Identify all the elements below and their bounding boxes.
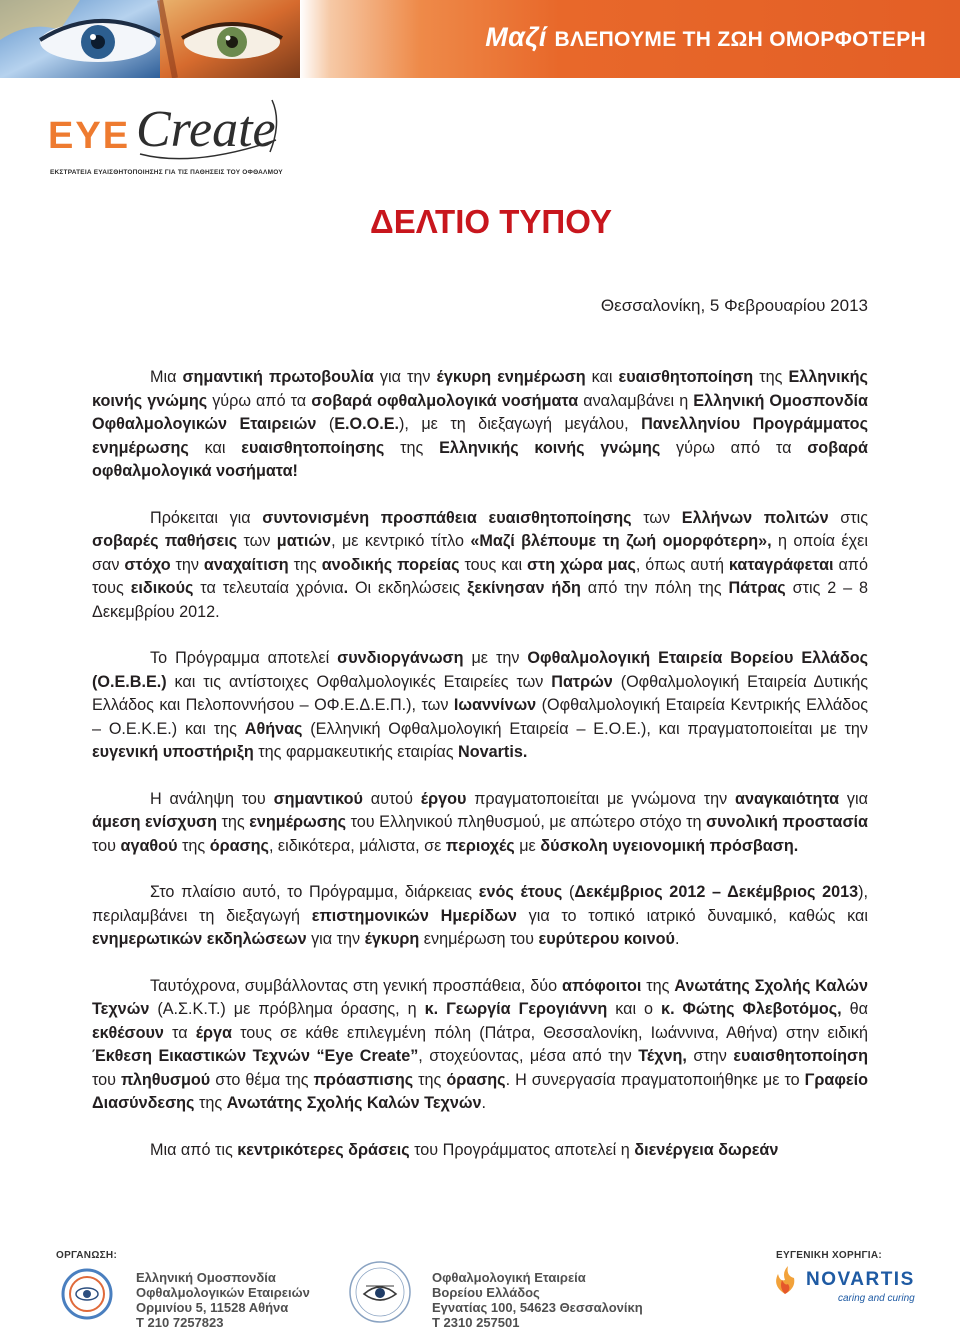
paragraph xyxy=(92,881,868,952)
text-run: ( xyxy=(316,415,335,433)
text-run: της xyxy=(641,976,675,995)
text-run: για xyxy=(839,789,868,808)
bold-text-run: συντονισμένη προσπάθεια ευαισθητοποίησης xyxy=(262,508,632,527)
text-run: ενημέρωση του xyxy=(419,930,539,948)
text-run: αυτού xyxy=(362,789,421,808)
bold-text-run: ευγενική υποστήριξη xyxy=(92,743,254,761)
text-run: στο θέμα της xyxy=(210,1070,314,1089)
text-run: για την xyxy=(306,930,365,948)
bold-text-run: συνδιοργάνωση xyxy=(337,649,464,667)
org2-phone: T 2310 257501 xyxy=(432,1315,520,1330)
bold-text-run: επιστημονικών Ημερίδων xyxy=(311,906,517,925)
bold-text-run: ματιών xyxy=(276,532,332,550)
bold-text-run: Οφθαλμολογική Εταιρεία Βορείου Ελλάδος (Ο.Ε.Β.Ε.) xyxy=(92,649,869,691)
bold-text-run: Ελλήνων πολιτών xyxy=(681,508,829,527)
bold-text-run: δύσκολη υγειονομική πρόσβαση. xyxy=(540,836,799,855)
date-line: Θεσσαλονίκη, 5 Φεβρουαρίου 2013 xyxy=(600,296,868,315)
bold-text-run: ξεκίνησαν ήδη xyxy=(467,579,581,597)
text-run: , ειδικότερα, μάλιστα, σε xyxy=(268,836,446,855)
text-run: (Οφθαλμολογική Εταιρεία Κεντρικής Ελλάδος – Ο.Ε.Κ.Ε.) και της xyxy=(92,696,868,738)
bold-text-run: έργα xyxy=(195,1023,232,1042)
text-run: από τους xyxy=(92,555,868,597)
bold-text-run: αναγκαιότητα xyxy=(735,789,840,808)
text-run: της xyxy=(384,438,440,457)
bold-text-run: σοβαρά οφθαλμολογικά νοσήματα! xyxy=(92,438,868,480)
eye-create-logo xyxy=(44,92,294,192)
painted-eyes-artwork xyxy=(0,0,300,78)
text-run: (Α.Σ.Κ.Τ.) με πρόβλημα όρασης, η xyxy=(149,1000,425,1018)
bold-text-run: ευαισθητοποίηση xyxy=(618,368,754,386)
text-run: Η ανάληψη του xyxy=(150,789,274,808)
bold-text-run: «Μαζί βλέπουμε τη ζωή ομορφότερη», xyxy=(470,532,772,550)
bold-text-run: σημαντική πρωτοβουλία xyxy=(182,368,374,386)
bold-text-run: Τέχνη, xyxy=(638,1047,687,1065)
text-run: της φαρμακευτικής εταιρίας xyxy=(253,743,459,761)
bold-text-run: ευαισθητοποίησης xyxy=(241,438,385,457)
paragraph xyxy=(92,975,868,1116)
org2-name-line2: Βορείου Ελλάδος xyxy=(432,1285,540,1300)
text-run: με xyxy=(514,836,541,855)
bold-text-run: Ανωτάτης Σχολής Καλών Τεχνών xyxy=(226,1094,482,1112)
text-run: στην xyxy=(686,1047,734,1065)
text-run: , με κεντρικό τίτλο xyxy=(331,532,471,550)
text-run: της xyxy=(413,1070,447,1089)
eooe-logo-icon xyxy=(54,1268,120,1320)
text-run: θα xyxy=(841,1000,869,1018)
text-run: γύρω από τα xyxy=(660,438,808,457)
bold-text-run: Γραφείο Διασύνδεσης xyxy=(92,1070,868,1112)
svg-text:EYE: EYE xyxy=(48,115,131,157)
bold-text-run: ενός έτους xyxy=(478,883,563,901)
bold-text-run: πρόασπισης xyxy=(313,1070,414,1089)
text-run: των xyxy=(631,508,682,527)
text-run: (Οφθαλμολογική Εταιρεία Δυτικής Ελλάδος και Πελοποννήσου – ΟΦ.Ε.Δ.Ε.Π.), των xyxy=(92,672,869,714)
bold-text-run: ειδικούς xyxy=(130,579,194,597)
bold-text-run: εκθέσουν xyxy=(92,1023,164,1042)
bold-text-run: Ελληνικής κοινής γνώμης xyxy=(92,368,868,410)
sponsor-name: NOVARTIS xyxy=(806,1269,915,1290)
bold-text-run: σοβαρά οφθαλμολογικά νοσήματα xyxy=(311,391,579,410)
org1-address: Ορμινίου 5, 11528 Αθήνα xyxy=(136,1300,289,1315)
bold-text-run: σημαντικού xyxy=(273,789,363,808)
bold-text-run: καταγράφεται xyxy=(728,555,834,574)
bold-text-run: αναχαίτιση xyxy=(203,555,289,574)
svg-text:Create: Create xyxy=(136,101,276,158)
text-run: των xyxy=(237,532,277,550)
bold-text-run: Αθήνας xyxy=(244,719,303,738)
text-run: τους και xyxy=(459,555,527,574)
bold-text-run: στη χώρα μας xyxy=(526,555,636,574)
paragraph xyxy=(92,647,868,765)
bold-text-run: άμεση ενίσχυση xyxy=(92,813,217,831)
org1-name-line1: Ελληνική Ομοσπονδία xyxy=(136,1270,276,1285)
text-run: Το Πρόγραμμα αποτελεί xyxy=(150,649,338,667)
text-run: αναλαμβάνει η xyxy=(578,391,694,410)
bold-text-run: σοβαρές παθήσεις xyxy=(92,532,238,550)
novartis-flame-icon xyxy=(770,1264,800,1296)
sponsor-label: ΕΥΓΕΝΙΚΗ ΧΟΡΗΓΙΑ: xyxy=(776,1250,883,1261)
bold-text-run: Ελληνικής κοινής γνώμης xyxy=(439,438,661,457)
text-run: , στοχεύοντας, μέσα από την xyxy=(418,1047,639,1065)
bold-text-run: περιοχές xyxy=(445,836,515,855)
sponsor-tagline: caring and curing xyxy=(838,1293,915,1304)
text-run: του Ελληνικού πληθυσμού, με απώτερο στόχο τη xyxy=(346,813,707,831)
oeve-logo-icon xyxy=(340,1258,420,1328)
text-run: (Ελληνική Οφθαλμολογική Εταιρεία – Ε.Ο.Ε.), και πραγματοποιείται με την xyxy=(302,719,868,738)
text-run: ), με τη διεξαγωγή μεγάλου, xyxy=(399,415,642,433)
text-run: Μια xyxy=(150,368,183,386)
bold-text-run: κ. Γεωργία Γερογιάννη xyxy=(424,1000,608,1018)
text-run: γύρω από τα xyxy=(207,391,312,410)
org2-details xyxy=(432,1270,643,1330)
bold-text-run: Πάτρας xyxy=(728,579,786,597)
org1-name-line2: Οφθαλμολογικών Εταιρειών xyxy=(136,1285,310,1300)
text-run: για την xyxy=(373,368,437,386)
bold-text-run: ανοδικής πορείας xyxy=(321,555,460,574)
text-run: τους σε κάθε επιλεγμένη πόλη (Πάτρα, Θεσσαλονίκη, Ιωάννινα, Αθήνα) στην ειδική xyxy=(231,1023,868,1042)
text-run: ), περιλαμβάνει τη διεξαγωγή xyxy=(92,883,868,925)
footer xyxy=(0,1236,960,1334)
bold-text-run: έγκυρη xyxy=(364,930,420,948)
org2-address: Εγνατίας 100, 54623 Θεσσαλονίκη xyxy=(432,1300,643,1315)
text-run: Μια από τις xyxy=(150,1140,238,1159)
text-run: του xyxy=(92,836,121,855)
text-run: τα xyxy=(163,1023,196,1042)
text-run: . Η συνεργασία πραγματοποιήθηκε με το xyxy=(505,1070,805,1089)
text-run: Στο πλαίσιο αυτό, το Πρόγραμμα, διάρκειας xyxy=(150,883,479,901)
bold-text-run: διενέργεια δωρεάν xyxy=(634,1140,779,1159)
text-run: την xyxy=(170,555,204,574)
bold-text-run: κεντρικότερες δράσεις xyxy=(237,1140,410,1159)
text-run: Πρόκειται για xyxy=(150,508,263,527)
bold-text-run: Πατρών xyxy=(551,672,613,691)
bold-text-run: Πανελληνίου Προγράμματος ενημέρωσης xyxy=(92,415,868,457)
text-run: της xyxy=(177,836,210,855)
bold-text-run: Ανωτάτης Σχολής Καλών Τεχνών xyxy=(92,976,868,1018)
bold-text-run: ευαισθητοποίηση xyxy=(733,1047,868,1065)
bold-text-run: όρασης xyxy=(446,1070,506,1089)
logo-tagline: ΕΚΣΤΡΑΤΕΙΑ ΕΥΑΙΣΘΗΤΟΠΟΙΗΣΗΣ ΓΙΑ ΤΙΣ ΠΑΘΗΣΕΙΣ ΤΟΥ ΟΦΘΑΛΜΟΥ xyxy=(50,169,283,176)
text-run: της xyxy=(194,1094,227,1112)
text-run: Ταυτόχρονα, συμβάλλοντας στη γενική προσπάθεια, δύο xyxy=(150,976,562,995)
bold-text-run: όρασης xyxy=(209,836,269,855)
text-run: για το τοπικό ιατρικό δυναμικό, καθώς και xyxy=(516,906,868,925)
text-run: του Προγράμματος αποτελεί η xyxy=(409,1140,635,1159)
text-run: . xyxy=(481,1094,486,1112)
slogan-text: ΒΛΕΠΟΥΜΕ ΤΗ ΖΩΗ ΟΜΟΡΦΟΤΕΡΗ xyxy=(554,28,926,51)
campaign-slogan xyxy=(485,22,926,53)
bold-text-run: αγαθού xyxy=(120,836,178,855)
text-run: στις xyxy=(828,508,868,527)
text-run: και ο xyxy=(607,1000,662,1018)
bold-text-run: Ελληνική Ομοσπονδία Οφθαλμολογικών Εταιρειών xyxy=(92,391,868,433)
text-run: η οποία έχει σαν xyxy=(92,532,868,574)
text-run: του xyxy=(92,1070,122,1089)
text-run: από την πόλη της xyxy=(580,579,729,597)
text-run: , όπως αυτή xyxy=(635,555,729,574)
bold-text-run: συνολική προστασία xyxy=(706,813,868,831)
bold-text-run: απόφοιτοι xyxy=(562,976,642,995)
text-run: ( xyxy=(562,883,575,901)
bold-text-run: κ. Φώτης Φλεβοτόμος, xyxy=(661,1000,842,1018)
bold-text-run: έργου xyxy=(420,789,467,808)
text-run: πραγματοποιείται με γνώμονα την xyxy=(466,789,735,808)
org1-details xyxy=(136,1270,310,1330)
paragraph xyxy=(92,788,868,859)
bold-text-run: Ιωαννίνων xyxy=(453,696,537,714)
bold-text-run: ενημερωτικών εκδηλώσεων xyxy=(92,930,307,948)
bold-text-run: Novartis. xyxy=(458,743,528,761)
bold-text-run: πληθυσμού xyxy=(121,1070,211,1089)
text-run: με την xyxy=(463,649,528,667)
top-banner xyxy=(0,0,960,78)
text-run: στις 2 – 8 Δεκεμβρίου 2012. xyxy=(92,579,868,621)
text-run: και xyxy=(188,438,242,457)
organizer-label: ΟΡΓΑΝΩΣΗ: xyxy=(56,1250,118,1261)
text-run: και xyxy=(585,368,619,386)
bold-text-run: Ε.Ο.Ο.Ε. xyxy=(334,415,399,433)
text-run: της xyxy=(753,368,789,386)
text-run: τα τελευταία χρόνια xyxy=(193,579,344,597)
text-run: της xyxy=(288,555,322,574)
bold-text-run: Δεκέμβριος 2012 – Δεκέμβριος 2013 xyxy=(574,883,859,901)
text-run: . xyxy=(674,930,680,948)
paragraph xyxy=(92,1139,868,1163)
org2-name-line1: Οφθαλμολογική Εταιρεία xyxy=(432,1270,586,1285)
bold-text-run: . xyxy=(343,579,349,597)
page-title: ΔΕΛΤΙΟ ΤΥΠΟΥ xyxy=(370,203,612,240)
text-run: Οι εκδηλώσεις xyxy=(348,579,468,597)
bold-text-run: έγκυρη ενημέρωση xyxy=(436,368,586,386)
bold-text-run: ενημέρωσης xyxy=(249,813,347,831)
slogan-brand: Μαζί xyxy=(485,22,547,52)
bold-text-run: στόχο xyxy=(124,555,171,574)
paragraph xyxy=(92,507,868,625)
bold-text-run: ευρύτερου κοινού xyxy=(538,930,675,948)
bold-text-run: Έκθεση Εικαστικών Τεχνών “Eye Create” xyxy=(92,1047,419,1065)
press-release-body xyxy=(92,366,868,1185)
org1-phone: T 210 7257823 xyxy=(136,1315,224,1330)
text-run: της xyxy=(216,813,250,831)
text-run: και τις αντίστοιχες Οφθαλμολογικές Εταιρείες των xyxy=(166,672,552,691)
paragraph xyxy=(92,366,868,484)
